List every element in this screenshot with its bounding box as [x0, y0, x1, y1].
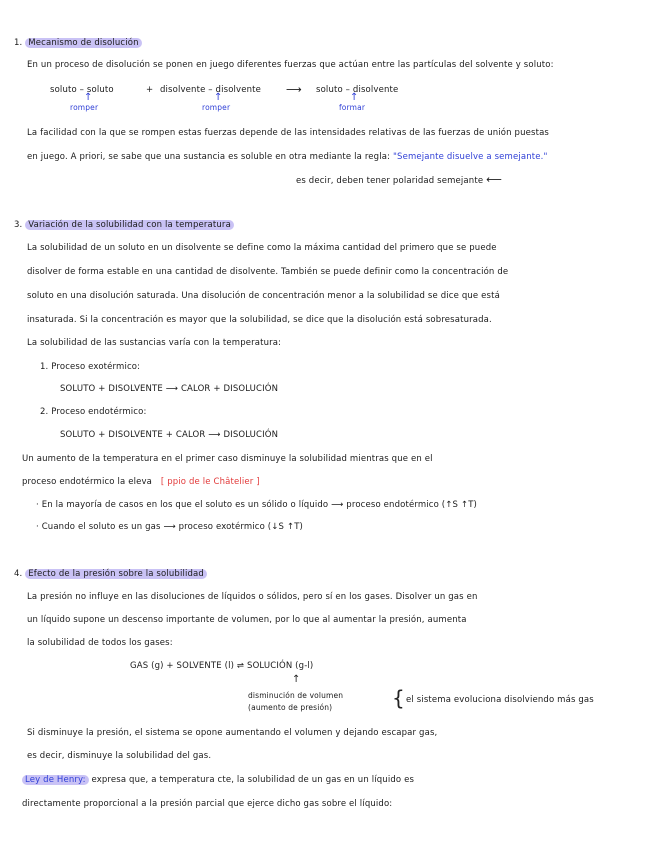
- henry-label: Ley de Henry:: [22, 775, 89, 785]
- section3-heading: 3. Variación de la solubilidad con la temperatura: [14, 220, 234, 231]
- s1-line2: La facilidad con la que se rompen estas fuerzas depende de las intensidades relativas de las fuerzas de unión puestas: [27, 128, 550, 138]
- bullet-solid-liquid: · En la mayoría de casos en los que el soluto es un sólido o líquido ⟶ proceso endotérmico (↑S ↑T): [36, 500, 478, 510]
- s1-line4: es decir, deben tener polaridad semejante ⟵: [296, 173, 502, 186]
- s3-line: disolver de forma estable en una cantidad de disolvente. También se puede definir como la concentración de: [27, 267, 509, 277]
- s3-line: La solubilidad de las sustancias varía con la temperatura:: [27, 338, 282, 348]
- section1-title: Mecanismo de disolución: [25, 38, 141, 48]
- brace-icon: {: [392, 686, 405, 710]
- note-pressure: (aumento de presión): [248, 703, 333, 712]
- s4-line-d: es decir, disminuye la solubilidad del gas.: [27, 751, 212, 761]
- s1-eq-a: soluto – soluto: [50, 85, 114, 95]
- s1-eq-arrow: ⟶: [286, 83, 302, 96]
- up-arrow-icon: ↑: [214, 92, 223, 103]
- s4-line-c: Si disminuye la presión, el sistema se opone aumentando el volumen y dejando escapar gas,: [27, 728, 438, 738]
- le-chatelier-note: [ ppio de le Châtelier ]: [160, 477, 260, 487]
- process2-equation: SOLUTO + DISOLVENTE + CALOR ⟶ DISOLUCIÓN: [60, 430, 279, 440]
- label-romper-2: romper: [202, 103, 231, 112]
- s3-line-b: proceso endotérmico la eleva [ ppio de le Châtelier ]: [22, 477, 260, 487]
- left-arrow-icon: ⟵: [486, 173, 502, 186]
- s3-line: La solubilidad de un soluto en un disolvente se define como la máxima cantidad del primero que se puede: [27, 243, 497, 253]
- label-romper-1: romper: [70, 103, 99, 112]
- s1-eq-plus: +: [146, 85, 154, 95]
- up-arrow-icon: ↑: [350, 92, 359, 103]
- note-system: el sistema evoluciona disolviendo más gas: [406, 695, 594, 705]
- up-arrow-icon: ↑: [84, 92, 93, 103]
- s1-eq-c: soluto – disolvente: [316, 85, 399, 95]
- s4-line: un líquido supone un descenso importante de volumen, por lo que al aumentar la presión, aumenta: [27, 615, 467, 625]
- s1-line3: en juego. A priori, se sabe que una sustancia es soluble en otra mediante la regla: "Semejante disuelve a semejante.": [27, 152, 548, 162]
- section3-title: Variación de la solubilidad con la temperatura: [25, 220, 234, 230]
- section4-title: Efecto de la presión sobre la solubilidad: [25, 569, 207, 579]
- s4-line-e: directamente proporcional a la presión parcial que ejerce dicho gas sobre el líquido:: [22, 799, 393, 809]
- section1-heading: 1. Mecanismo de disolución: [14, 38, 142, 49]
- s4-line: La presión no influye en las disoluciones de líquidos o sólidos, pero sí en los gases. Disolver un gas en: [27, 592, 478, 602]
- label-formar: formar: [339, 103, 366, 112]
- up-arrow-icon: ↑: [292, 674, 301, 685]
- s1-line1: En un proceso de disolución se ponen en juego diferentes fuerzas que actúan entre las partículas del solvente y soluto:: [27, 60, 554, 70]
- s4-line: la solubilidad de todos los gases:: [27, 638, 173, 648]
- s1-eq-b: disolvente – disolvente: [160, 85, 262, 95]
- process1-label: 1. Proceso exotérmico:: [40, 362, 141, 372]
- s3-line: insaturada. Si la concentración es mayor que la solubilidad, se dice que la disolución está sobresaturada.: [27, 315, 492, 325]
- process2-label: 2. Proceso endotérmico:: [40, 407, 147, 417]
- s3-line: soluto en una disolución saturada. Una disolución de concentración menor a la solubilidad se dice que está: [27, 291, 500, 301]
- gas-equilibrium-equation: GAS (g) + SOLVENTE (l) ⇌ SOLUCIÓN (g-l): [130, 661, 314, 671]
- section4-heading: 4. Efecto de la presión sobre la solubilidad: [14, 569, 207, 580]
- henry-line: Ley de Henry: expresa que, a temperatura cte, la solubilidad de un gas en un líquido es: [22, 775, 414, 786]
- rule-quote: "Semejante disuelve a semejante.": [392, 152, 548, 162]
- s3-line-a: Un aumento de la temperatura en el primer caso disminuye la solubilidad mientras que en el: [22, 454, 433, 464]
- note-volume: disminución de volumen: [248, 691, 344, 700]
- bullet-gas: · Cuando el soluto es un gas ⟶ proceso exotérmico (↓S ↑T): [36, 522, 304, 532]
- process1-equation: SOLUTO + DISOLVENTE ⟶ CALOR + DISOLUCIÓN: [60, 384, 279, 394]
